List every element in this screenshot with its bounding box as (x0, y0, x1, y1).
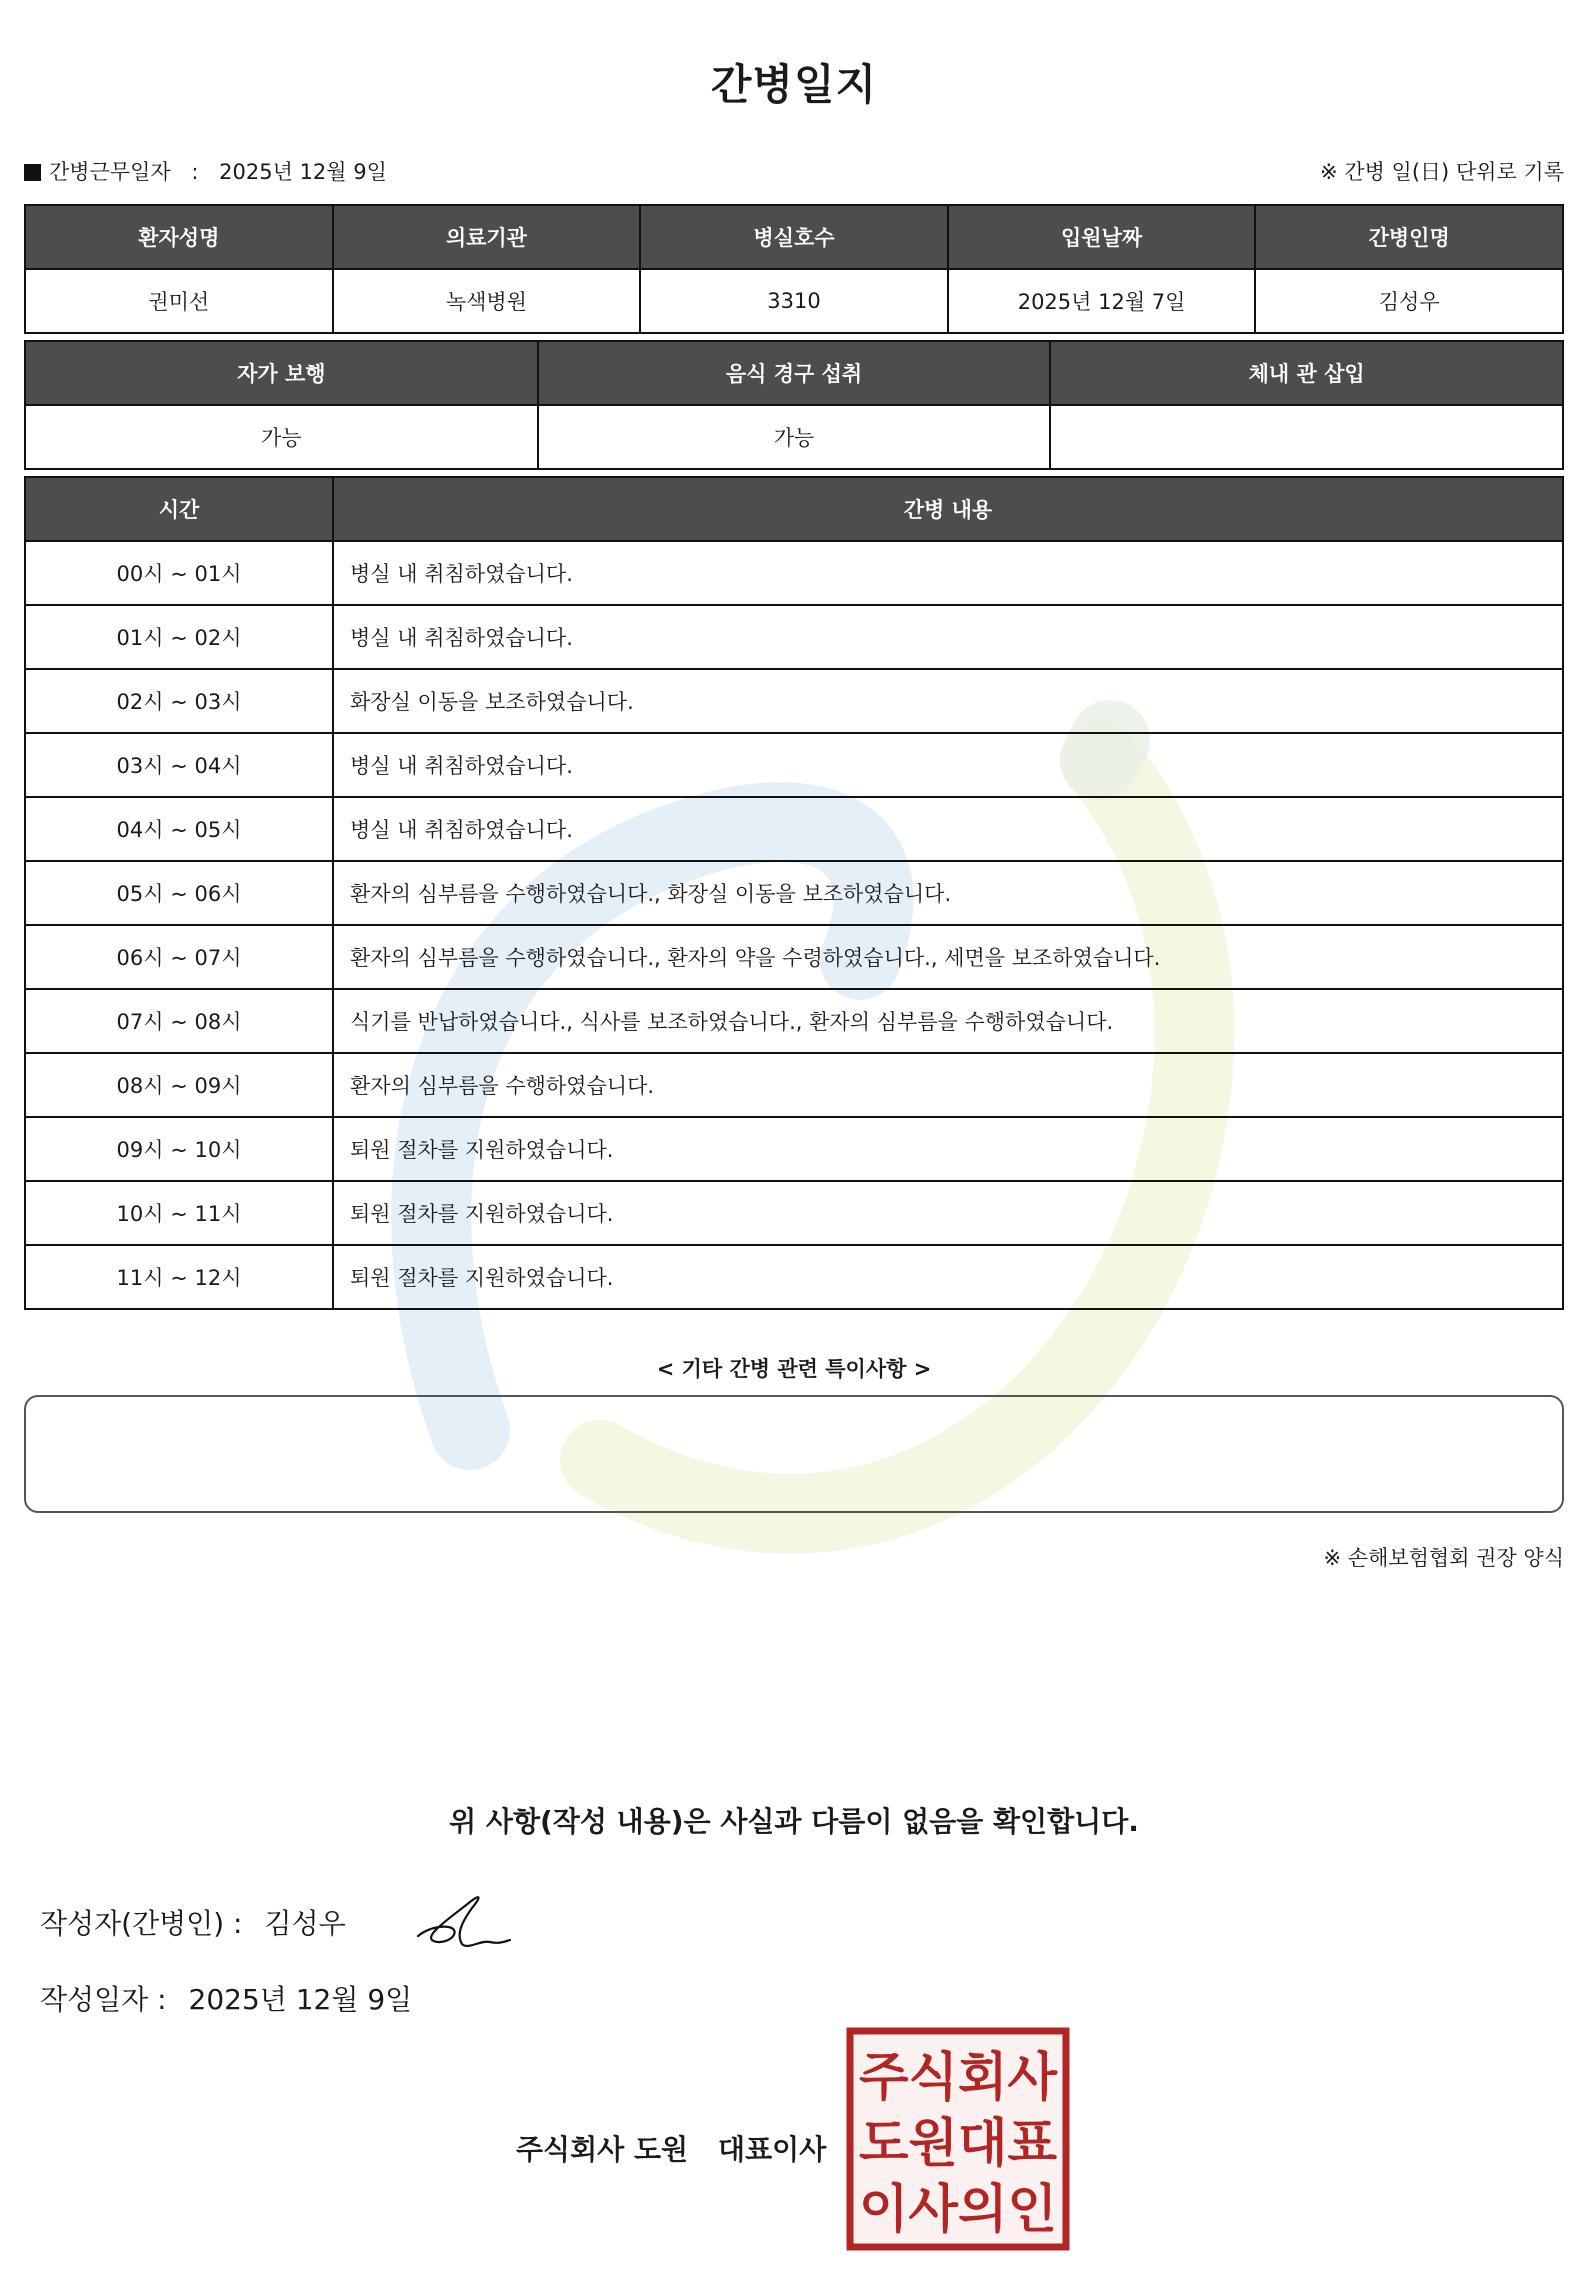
content-cell: 퇴원 절차를 지원하였습니다. (333, 1245, 1563, 1309)
table-row (25, 669, 1563, 733)
care-log-table (24, 476, 1564, 1310)
header-admission-date: 입원날짜 (948, 205, 1256, 269)
patient-info-value-row (25, 269, 1563, 333)
time-cell: 06시 ~ 07시 (25, 925, 333, 989)
remarks-title: < 기타 간병 관련 특이사항 > (656, 1357, 932, 1381)
header-room-number: 병실호수 (640, 205, 948, 269)
oral-intake-value: 가능 (538, 405, 1051, 469)
table-row (25, 1245, 1563, 1309)
table-row (25, 733, 1563, 797)
admission-date: 2025년 12월 7일 (948, 269, 1256, 333)
patient-status-header-row (25, 341, 1563, 405)
writer-line (40, 1902, 346, 1942)
header-caregiver-name: 간병인명 (1255, 205, 1563, 269)
content-cell: 환자의 심부름을 수행하였습니다., 화장실 이동을 보조하였습니다. (333, 861, 1563, 925)
room-number: 3310 (640, 269, 948, 333)
time-cell: 09시 ~ 10시 (25, 1117, 333, 1181)
unit-note: ※ 간병 일(日) 단위로 기록 (1320, 160, 1564, 184)
time-cell: 01시 ~ 02시 (25, 605, 333, 669)
work-date-separator: : (191, 160, 199, 184)
svg-text:도원대표: 도원대표 (859, 2114, 1057, 2174)
writer-label: 작성자(간병인) : (40, 1907, 243, 1940)
written-date: 2025년 12월 9일 (188, 1983, 413, 2016)
patient-info-header-row (25, 205, 1563, 269)
page-title: 간병일지 (710, 60, 878, 109)
table-row (25, 541, 1563, 605)
work-date-label: 간병근무일자 (49, 160, 171, 184)
content-cell: 퇴원 절차를 지원하였습니다. (333, 1117, 1563, 1181)
content-cell: 식기를 반납하였습니다., 식사를 보조하였습니다., 환자의 심부름을 수행하였습니다. (333, 989, 1563, 1053)
time-cell: 00시 ~ 01시 (25, 541, 333, 605)
header-hospital: 의료기관 (333, 205, 641, 269)
time-cell: 08시 ~ 09시 (25, 1053, 333, 1117)
written-date-label: 작성일자 : (40, 1983, 167, 2016)
time-cell: 05시 ~ 06시 (25, 861, 333, 925)
svg-text:주식회사: 주식회사 (859, 2048, 1058, 2108)
written-date-line (40, 1978, 412, 2018)
patient-status-value-row (25, 405, 1563, 469)
table-row (25, 925, 1563, 989)
table-row (25, 797, 1563, 861)
time-cell: 04시 ~ 05시 (25, 797, 333, 861)
time-cell: 11시 ~ 12시 (25, 1245, 333, 1309)
header-care-content: 간병 내용 (333, 477, 1563, 541)
writer-name: 김성우 (264, 1907, 346, 1940)
patient-status-table (24, 340, 1564, 470)
signature-image (410, 1888, 520, 1958)
content-cell: 화장실 이동을 보조하였습니다. (333, 669, 1563, 733)
care-log-header-row (25, 477, 1563, 541)
table-row (25, 605, 1563, 669)
time-cell: 02시 ~ 03시 (25, 669, 333, 733)
header-patient-name: 환자성명 (25, 205, 333, 269)
content-cell: 병실 내 취침하였습니다. (333, 797, 1563, 861)
confirmation-statement: 위 사항(작성 내용)은 사실과 다름이 없음을 확인합니다. (449, 1805, 1139, 1838)
header-oral-intake: 음식 경구 섭취 (538, 341, 1051, 405)
header-tube-insertion: 체내 관 삽입 (1050, 341, 1563, 405)
company-name: 주식회사 도원 (516, 2133, 689, 2166)
time-cell: 10시 ~ 11시 (25, 1181, 333, 1245)
content-cell: 환자의 심부름을 수행하였습니다. (333, 1053, 1563, 1117)
company-line (516, 2128, 826, 2168)
content-cell: 병실 내 취침하였습니다. (333, 733, 1563, 797)
content-cell: 병실 내 취침하였습니다. (333, 605, 1563, 669)
table-row (25, 989, 1563, 1053)
table-row (25, 1053, 1563, 1117)
company-role: 대표이사 (718, 2133, 827, 2166)
self-walking-value: 가능 (25, 405, 538, 469)
table-row (25, 861, 1563, 925)
remarks-box (24, 1395, 1564, 1513)
form-note: ※ 손해보험협회 권장 양식 (1323, 1546, 1564, 1570)
patient-name: 권미선 (25, 269, 333, 333)
time-cell: 03시 ~ 04시 (25, 733, 333, 797)
table-row (25, 1117, 1563, 1181)
tube-insertion-value (1050, 405, 1563, 469)
table-row (25, 1181, 1563, 1245)
content-cell: 환자의 심부름을 수행하였습니다., 환자의 약을 수령하였습니다., 세면을 보조하였습니다. (333, 925, 1563, 989)
work-date-line (24, 156, 387, 186)
company-seal (846, 2027, 1070, 2251)
square-bullet-icon (24, 164, 41, 181)
time-cell: 07시 ~ 08시 (25, 989, 333, 1053)
svg-text:이사의인: 이사의인 (859, 2180, 1057, 2240)
hospital-name: 녹색병원 (333, 269, 641, 333)
content-cell: 퇴원 절차를 지원하였습니다. (333, 1181, 1563, 1245)
caregiver-name: 김성우 (1255, 269, 1563, 333)
content-cell: 병실 내 취침하였습니다. (333, 541, 1563, 605)
header-self-walking: 자가 보행 (25, 341, 538, 405)
header-time: 시간 (25, 477, 333, 541)
patient-info-table (24, 204, 1564, 334)
work-date-value: 2025년 12월 9일 (219, 160, 387, 184)
